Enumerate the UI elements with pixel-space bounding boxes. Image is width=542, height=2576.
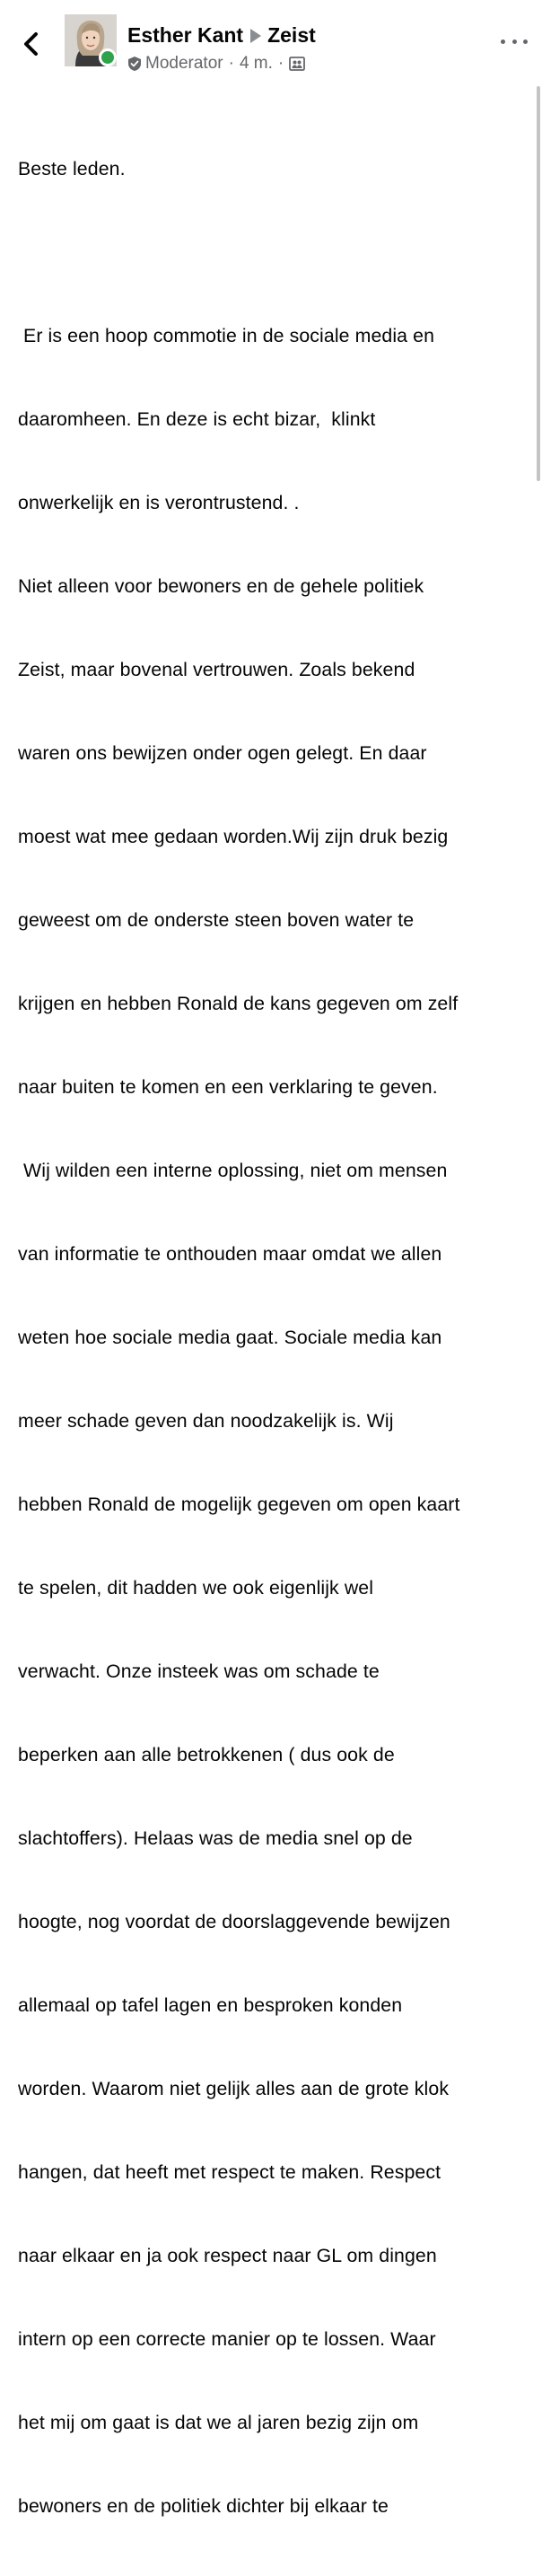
post-line: krijgen en hebben Ronald de kans gegeven om zelf (18, 993, 459, 1014)
meta-separator: · (277, 54, 284, 73)
post-line: verwacht. Onze insteek was om schade te (18, 1660, 380, 1682)
post-time[interactable]: 4 m. (239, 54, 273, 73)
meta-separator: · (228, 54, 234, 73)
post-line: het mij om gaat is dat we al jaren bezig zijn om (18, 2412, 419, 2433)
post-line: daaromheen. En deze is echt bizar, klinkt (18, 408, 376, 430)
post-text (18, 100, 526, 2576)
post-line: van informatie te onthouden maar omdat we allen (18, 1243, 442, 1265)
post-line: hoogte, nog voordat de doorslaggevende bewijzen (18, 1911, 450, 1932)
scrollbar[interactable] (537, 86, 540, 481)
post-line: Zeist, maar bovenal vertrouwen. Zoals bekend (18, 659, 415, 680)
post-line: slachtoffers). Helaas was de media snel op de (18, 1827, 413, 1849)
chevron-left-icon (22, 31, 40, 57)
post-line: moest wat mee gedaan worden.Wij zijn druk bezig (18, 826, 449, 847)
more-dot (501, 39, 505, 44)
post-line: waren ons bewijzen onder ogen gelegt. En daar (18, 742, 427, 764)
online-status-dot (99, 48, 117, 66)
author-name[interactable]: Esther Kant (127, 23, 244, 47)
post-meta (127, 54, 305, 74)
post-line: allemaal op tafel lagen en besproken konden (18, 1994, 403, 2016)
post-line: Beste leden. (18, 158, 126, 180)
group-icon (289, 57, 305, 71)
post-line (18, 239, 526, 267)
post-line: Er is een hoop commotie in de sociale media en (18, 325, 435, 346)
triangle-right-icon (250, 29, 261, 43)
post-line: hangen, dat heeft met respect te maken. Respect (18, 2161, 441, 2183)
post-line: weten hoe sociale media gaat. Sociale media kan (18, 1327, 442, 1348)
post-line: hebben Ronald de mogelijk gegeven om open kaart (18, 1494, 460, 1515)
more-dot (512, 39, 517, 44)
more-dot (523, 39, 528, 44)
post-line: meer schade geven dan noodzakelijk is. Wij (18, 1410, 394, 1432)
avatar-container[interactable] (65, 14, 117, 66)
post-line: beperken aan alle betrokkenen ( dus ook de (18, 1744, 395, 1766)
back-button[interactable] (18, 31, 45, 57)
more-options-button[interactable] (501, 32, 528, 50)
author-line (127, 23, 316, 48)
post-line: Niet alleen voor bewoners en de gehele politiek (18, 575, 424, 597)
post-line: bewoners en de politiek dichter bij elkaar te (18, 2495, 389, 2517)
post-line: geweest om de onderste steen boven water te (18, 909, 415, 931)
post-header (0, 0, 542, 90)
group-name[interactable]: Zeist (267, 23, 316, 47)
post-line: te spelen, dit hadden we ook eigenlijk wel (18, 1577, 374, 1599)
shield-check-icon (127, 56, 142, 72)
post-line: naar buiten te komen en een verklaring te geven. (18, 1076, 438, 1098)
post-line: naar elkaar en ja ook respect naar GL om dingen (18, 2245, 437, 2266)
role-label: Moderator (145, 54, 223, 73)
post-line: onwerkelijk en is verontrustend. . (18, 492, 300, 513)
post-line: Wij wilden een interne oplossing, niet om mensen (18, 1160, 448, 1181)
post-line: worden. Waarom niet gelijk alles aan de grote klok (18, 2078, 450, 2099)
post-line: intern op een correcte manier op te lossen. Waar (18, 2328, 436, 2350)
